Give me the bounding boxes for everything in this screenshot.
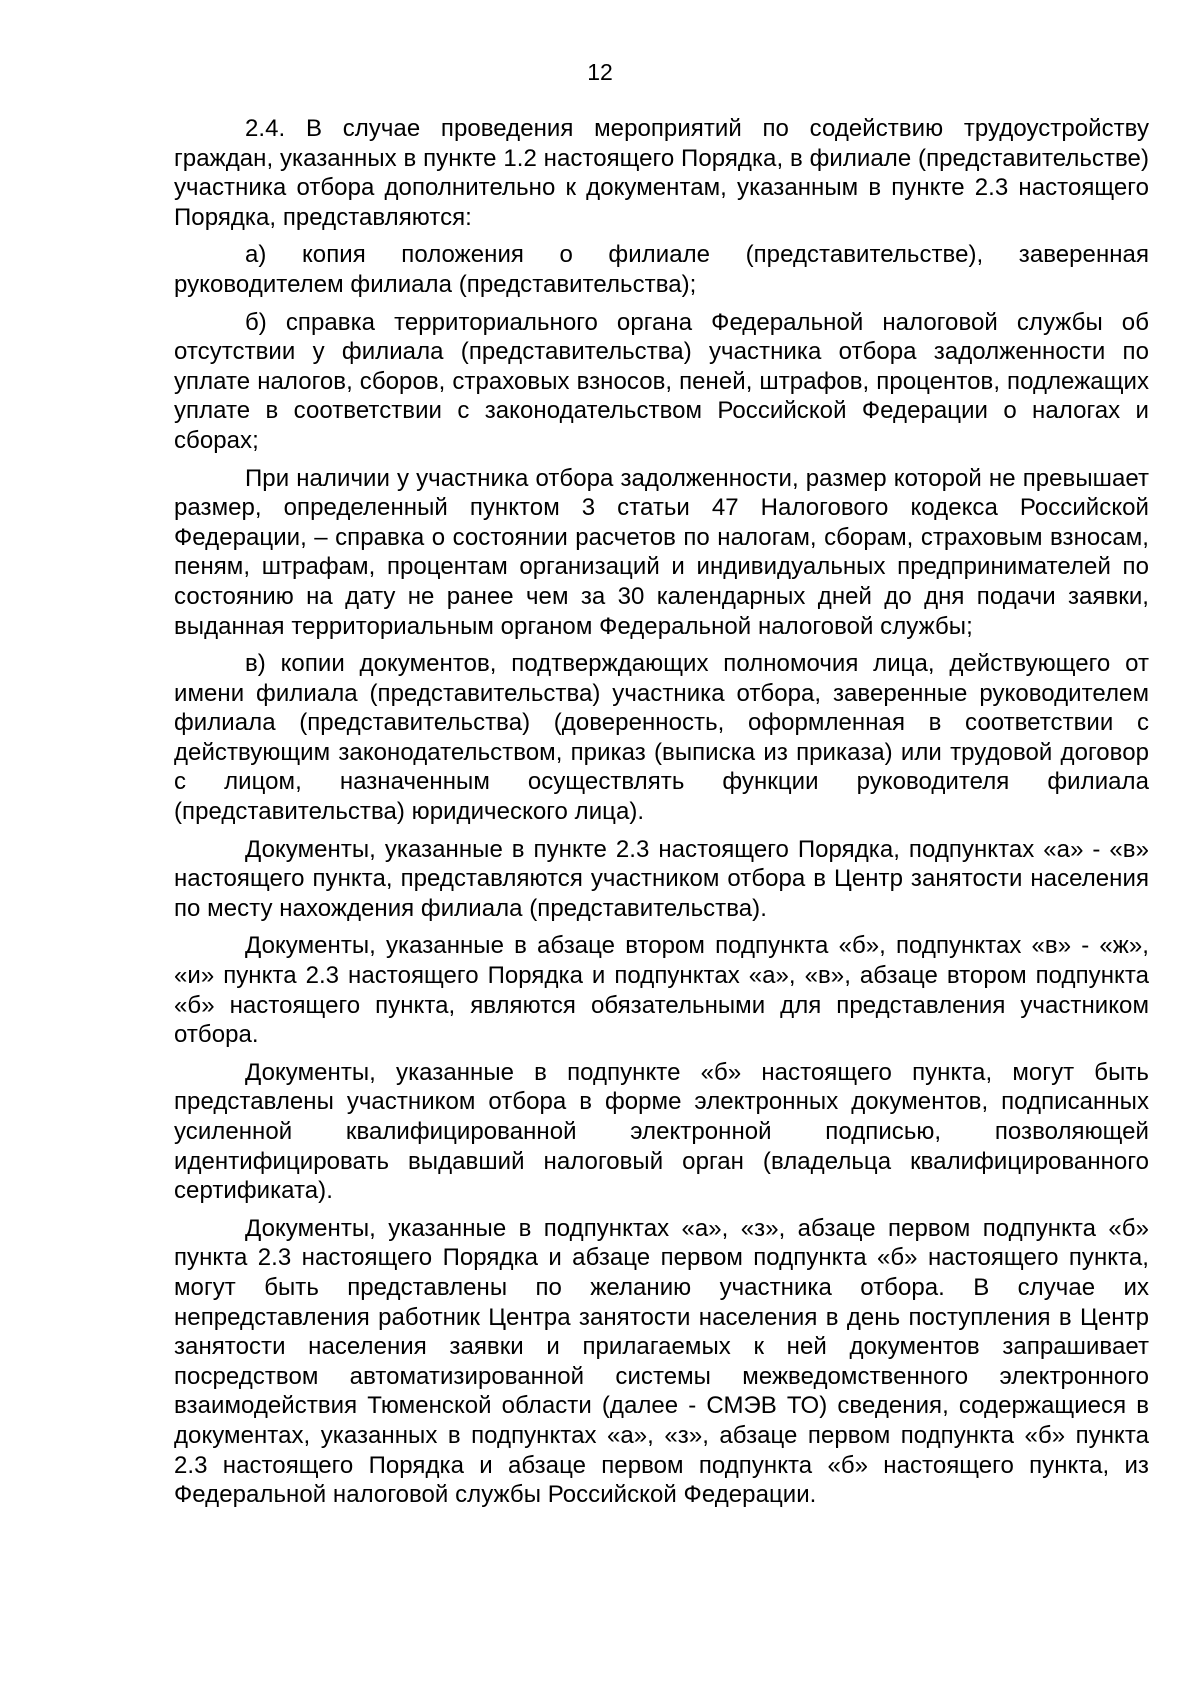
- paragraph-optional-documents: Документы, указанные в подпунктах «а», «з», абзаце первом подпункта «б» пункта 2.3 настоящего Порядка и абзаце первом подпункта «б» настоящего пункта, могут быть представлены по желанию участника отбора. В случае их непредставления работник Центра занятости населения в день поступления в Центр занятости населения заявки и прилагаемых к ней документов запрашивает посредством автоматизированной системы межведомственного электронного взаимодействия Тюменской области (далее - СМЭВ ТО) сведения, содержащиеся в документах, указанных в подпунктах «а», «з», абзаце первом подпункта «б» пункта 2.3 настоящего Порядка и абзаце первом подпункта «б» настоящего пункта, из Федеральной налоговой службы Российской Федерации.: [174, 1214, 1149, 1509]
- paragraph-debt-certificate: При наличии у участника отбора задолженности, размер которой не превышает размер, определенный пунктом 3 статьи 47 Налогового кодекса Российской Федерации, – справка о состоянии расчетов по налогам, сборам, страховым взносам, пеням, штрафам, процентам организаций и индивидуальных предпринимателей по состоянию на дату не ранее чем за 30 календарных дней до дня подачи заявки, выданная территориальным органом Федеральной налоговой службы;: [174, 464, 1149, 640]
- paragraph-mandatory-documents: Документы, указанные в абзаце втором подпункта «б», подпунктах «в» - «ж», «и» пункта 2.3 настоящего Порядка и подпунктах «а», «в», абзаце втором подпункта «б» настоящего пункта, являются обязательными для представления участником отбора.: [174, 932, 1149, 1049]
- paragraph-subitem-b: б) справка территориального органа Федеральной налоговой службы об отсутствии у филиала (представительства) участника отбора задолженности по уплате налогов, сборов, страховых взносов, пеней, штрафов, процентов, подлежащих уплате в соответствии с законодательством Российской Федерации о налогах и сборах;: [174, 308, 1149, 454]
- paragraph-subitem-a: а) копия положения о филиале (представительстве), заверенная руководителем филиала (представительства);: [174, 241, 1149, 298]
- document-body: [174, 114, 1149, 1518]
- paragraph-subitem-v: в) копии документов, подтверждающих полномочия лица, действующего от имени филиала (представительства) участника отбора, заверенные руководителем филиала (представительства) (доверенность, оформленная в соответствии с действующим законодательством, приказ (выписка из приказа) или трудовой договор с лицом, назначенным осуществлять функции руководителя филиала (представительства) юридического лица).: [174, 650, 1149, 826]
- page-number: 12: [587, 59, 613, 85]
- paragraph-2-4: 2.4. В случае проведения мероприятий по содействию трудоустройству граждан, указанных в пункте 1.2 настоящего Порядка, в филиале (представительстве) участника отбора дополнительно к документам, указанным в пункте 2.3 настоящего Порядка, представляются:: [174, 115, 1149, 231]
- paragraph-submission-place: Документы, указанные в пункте 2.3 настоящего Порядка, подпунктах «а» - «в» настоящего пункта, представляются участником отбора в Центр занятости населения по месту нахождения филиала (представительства).: [174, 835, 1149, 922]
- paragraph-electronic-documents: Документы, указанные в подпункте «б» настоящего пункта, могут быть представлены участником отбора в форме электронных документов, подписанных усиленной квалифицированной электронной подписью, позволяющей идентифицировать выдавший налоговый орган (владельца квалифицированного сертификата).: [174, 1058, 1149, 1205]
